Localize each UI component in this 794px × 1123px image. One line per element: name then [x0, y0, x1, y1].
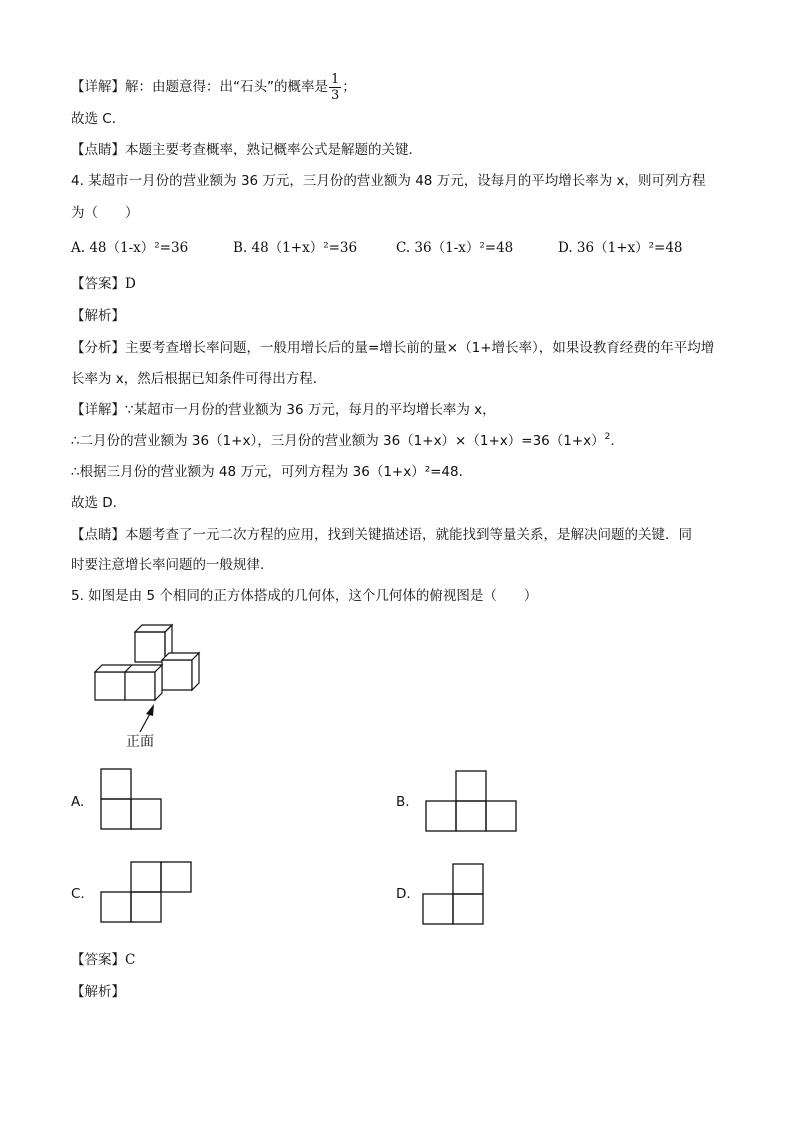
q5-answer	[71, 950, 135, 970]
q3-comment	[71, 140, 422, 160]
q4-fenxi-line2: 长率为 x，然后根据已知条件可得出方程．	[71, 371, 327, 387]
fraction: $\frac{1}{3}$	[331, 72, 340, 103]
q4-analysis-tag: 【解析】	[71, 308, 125, 324]
front-label: 正面	[126, 734, 154, 750]
q5-option-b-label: B.	[396, 794, 410, 810]
q4-choose: 故选 D.	[71, 495, 117, 511]
answer-tag: 【答案】	[71, 276, 125, 292]
comment-tag: 【点睛】	[71, 142, 125, 158]
q4-option-a: A. 48（1-x）²=36	[71, 240, 189, 256]
comment-text: 本题主要考查概率，熟记概率公式是解题的关键．	[125, 142, 422, 158]
q4-detail-line2: ∴二月份的营业额为 36（1+x），三月份的营业额为 $36(1+x)\times(1+x)=36(1+x)^2$.	[71, 432, 615, 449]
q5-stem: 5. 如图是由 5 个相同的正方体搭成的几何体，这个几何体的俯视图是（ ）	[71, 588, 538, 604]
q3-detail-line: 【详解】解：由题意得：出“石头”的概率是 $\frac{1}{3}$ ；	[71, 72, 356, 103]
detail-tag: 【详解】	[71, 402, 125, 418]
option-b-figure	[425, 770, 517, 832]
q4-fenxi-line1: 【分析】主要考查增长率问题，一般用增长后的量=增长前的量×（1+增长率），如果设教育经费的年平均增	[71, 340, 715, 356]
answer-value: D	[125, 276, 136, 292]
detail-text: 解：由题意得：出“石头”的概率是	[125, 79, 328, 95]
q5-analysis-tag: 【解析】	[71, 984, 125, 1000]
option-a-figure	[100, 768, 162, 830]
comment-tag: 【点睛】	[71, 527, 125, 543]
q3-choose: 故选 C．	[71, 111, 126, 127]
q4-comment-line2: 时要注意增长率问题的一般规律.	[71, 557, 265, 573]
q4-stem-line2: 为（ ）	[71, 205, 139, 221]
detail-tag: 【详解】	[71, 79, 125, 95]
q4-detail-line1: 【详解】∵某超市一月份的营业额为 36 万元，每月的平均增长率为 x，	[71, 402, 496, 418]
answer-tag: 【答案】	[71, 952, 125, 968]
q4-stem-line1: 4. 某超市一月份的营业额为 36 万元，三月份的营业额为 48 万元，设每月的平均增长率为 x，则可列方程	[71, 173, 706, 189]
option-d-figure	[422, 863, 484, 925]
q5-option-a-label: A.	[71, 794, 85, 810]
cube-figure	[90, 620, 220, 730]
q5-option-d-label: D.	[396, 886, 411, 902]
option-c-figure	[100, 861, 192, 923]
q5-option-c-label: C.	[71, 886, 85, 902]
answer-value: C	[125, 952, 136, 968]
q4-option-c: C. 36（1-x）²=48	[396, 240, 514, 256]
q4-comment-line1: 【点睛】本题考查了一元二次方程的应用，找到关键描述语，就能找到等量关系，是解决问题的关键．同	[71, 527, 692, 543]
q4-option-b: B. 48（1+x）²=36	[233, 240, 358, 256]
q4-option-d: D. 36（1+x）²=48	[558, 240, 683, 256]
q4-answer	[71, 274, 136, 294]
q4-detail-line3: ∴根据三月份的营业额为 48 万元，可列方程为 36（1+x）²=48.	[71, 464, 463, 480]
fenxi-tag: 【分析】	[71, 340, 125, 356]
